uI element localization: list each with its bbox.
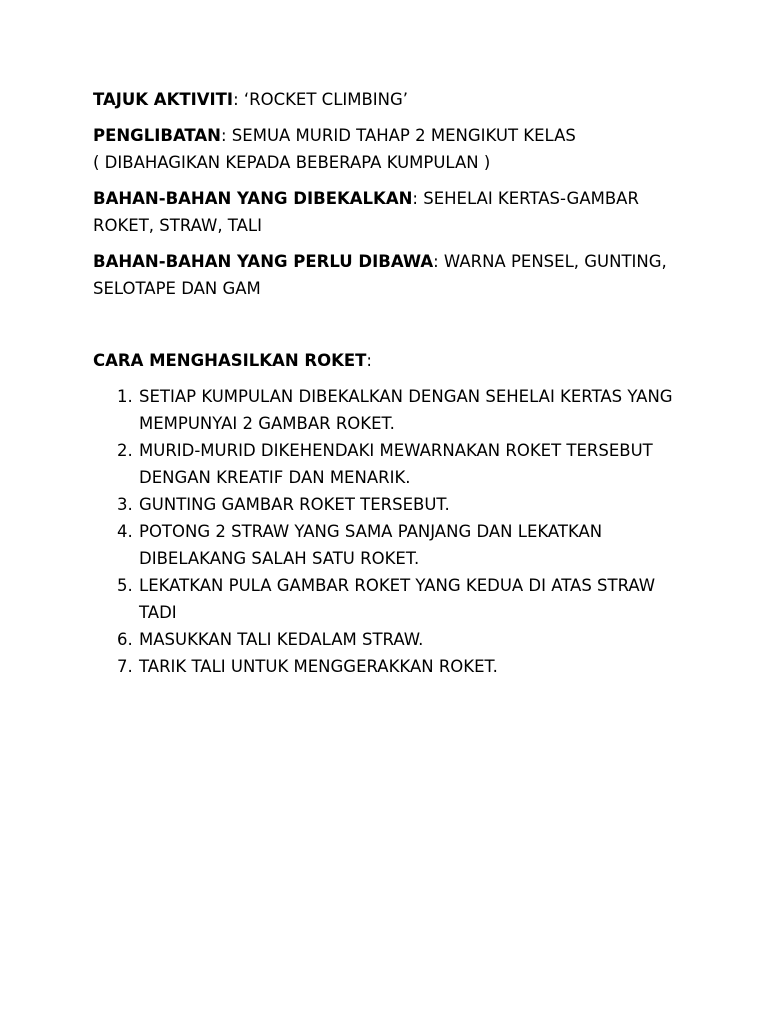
method-heading-colon: : [366, 351, 372, 370]
participation-note: ( DIBAHAGIKAN KEPADA BEBERAPA KUMPULAN ) [93, 153, 491, 172]
step-text: GUNTING GAMBAR ROKET TERSEBUT. [139, 495, 450, 514]
list-item [93, 491, 682, 518]
list-item [93, 626, 682, 653]
required-materials-value: : WARNA PENSEL, GUNTING, SELOTAPE DAN GAM [93, 252, 667, 298]
step-text: POTONG 2 STRAW YANG SAMA PANJANG DAN LEKATKAN DIBELAKANG SALAH SATU ROKET. [139, 522, 603, 568]
activity-title-value: : ‘ROCKET CLIMBING’ [233, 90, 409, 109]
activity-title-field [93, 86, 682, 113]
activity-title-label: TAJUK AKTIVITI [93, 90, 234, 109]
participation-label: PENGLIBATAN [93, 126, 221, 145]
step-text: MURID-MURID DIKEHENDAKI MEWARNAKAN ROKET TERSEBUT DENGAN KREATIF DAN MENARIK. [139, 441, 653, 487]
step-text: SETIAP KUMPULAN DIBEKALKAN DENGAN SEHELAI KERTAS YANG MEMPUNYAI 2 GAMBAR ROKET. [139, 387, 673, 433]
required-materials-label: BAHAN-BAHAN YANG PERLU DIBAWA [93, 252, 434, 271]
list-item [93, 572, 682, 626]
participation-value: : SEMUA MURID TAHAP 2 MENGIKUT KELAS [221, 126, 576, 145]
required-materials-field [93, 248, 682, 302]
step-number: 1. [117, 387, 133, 406]
method-heading [93, 347, 682, 374]
step-number: 7. [117, 657, 133, 676]
step-text: MASUKKAN TALI KEDALAM STRAW. [139, 630, 424, 649]
spacer [93, 311, 682, 347]
supplied-materials-value: : SEHELAI KERTAS-GAMBAR ROKET, STRAW, TALI [93, 189, 639, 235]
step-number: 6. [117, 630, 133, 649]
list-item [93, 383, 682, 437]
step-number: 3. [117, 495, 133, 514]
list-item [93, 437, 682, 491]
list-item [93, 518, 682, 572]
steps-list [93, 383, 682, 680]
method-heading-label: CARA MENGHASILKAN ROKET [93, 351, 367, 370]
step-number: 2. [117, 441, 133, 460]
supplied-materials-label: BAHAN-BAHAN YANG DIBEKALKAN [93, 189, 413, 208]
supplied-materials-field [93, 185, 682, 239]
step-number: 5. [117, 576, 133, 595]
step-number: 4. [117, 522, 133, 541]
step-text: TARIK TALI UNTUK MENGGERAKKAN ROKET. [139, 657, 498, 676]
list-item [93, 653, 682, 680]
participation-field [93, 122, 682, 176]
step-text: LEKATKAN PULA GAMBAR ROKET YANG KEDUA DI ATAS STRAW TADI [139, 576, 656, 622]
